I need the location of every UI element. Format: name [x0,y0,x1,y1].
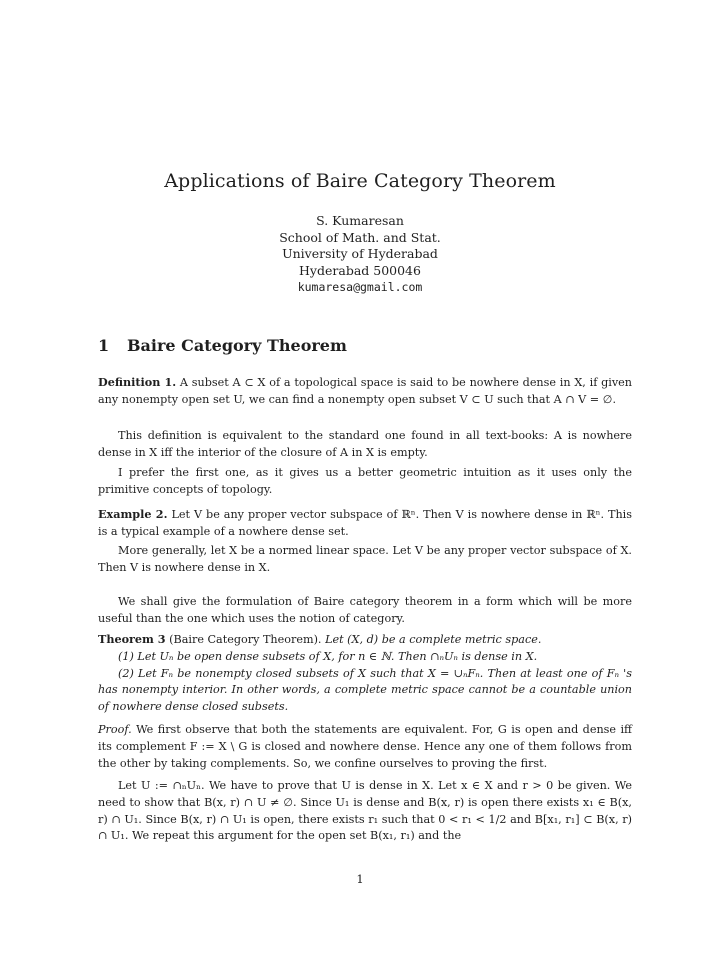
paragraph-formulation [98,594,632,628]
theorem-item-1: (1) Let Uₙ be open dense subsets of X, for n ∈ ℕ. Then ∩ₙUₙ is dense in X. [118,649,538,663]
paragraph-generalization [98,543,632,577]
author-department: School of Math. and Stat. [279,229,441,245]
definition-1 [98,374,632,409]
proof-label: Proof. [98,723,132,736]
author-name: S. Kumaresan [316,213,404,228]
proof-paragraph-1 [98,722,632,772]
section-number: 1 [98,336,110,355]
author-block [0,213,720,296]
theorem-label: Theorem 3 [98,632,166,646]
section-title: Baire Category Theorem [127,336,347,355]
example-label: Example 2. [98,507,168,521]
author-email: kumaresa@gmail.com [297,280,423,294]
theorem-statement: Let (X, d) be a complete metric space. [325,633,542,646]
author-university: University of Hyderabad [282,246,438,261]
definition-text: A subset A ⊂ X of a topological space is said to be nowhere dense in X, if given any nonempty open set U, we can find a nonempty open subset V ⊂ U such that A ∩ V = ∅. [98,376,632,406]
page-number: 1 [356,872,364,886]
paragraph-generalization-text: More generally, let X be a normed linear space. Let V be any proper vector subspace of X. Then V is nowhere dense in X. [98,544,632,574]
definition-label: Definition 1. [98,375,177,389]
section-heading [98,336,347,355]
example-2 [98,506,632,541]
paper-title: Applications of Baire Category Theorem [164,170,556,192]
paragraph-formulation-text: We shall give the formulation of Baire category theorem in a form which will be more useful than the one which uses the notion of category. [98,595,632,625]
proof-text-2: Let U := ∩ₙUₙ. We have to prove that U is dense in X. Let x ∈ X and r > 0 be given. We need to show that B(x, r) ∩ U ≠ ∅. Since U₁ is dense and B(x, r) is open there exists x₁ ∈ B(x, r) ∩ U₁. Since B(x, r) ∩ U₁ is open, there exists r₁ such that 0 < r₁ < 1/2 and B[x₁, r₁] ⊂ B(x, r) ∩ U₁. We repeat this argument for the open set B(x₁, r₁) and the [98,779,632,843]
paragraph-preference-text: I prefer the first one, as it gives us a better geometric intuition as it uses only the primitive concepts of topology. [98,466,632,496]
paragraph-preference [98,465,632,499]
proof-text-1: We first observe that both the statements are equivalent. For, G is open and dense iff its complement F := X \ G is closed and nowhere dense. Hence any one of them follows from the other by taking complements. So, we confine ourselves to proving the first. [98,723,632,770]
proof-paragraph-2 [98,778,632,845]
paragraph-equivalence [98,428,632,462]
theorem-item-2: (2) Let Fₙ be nonempty closed subsets of X such that X = ∪ₙFₙ. Then at least one of Fₙ 's has nonempty interior. In other words, a complete metric space cannot be a countable union of nowhere dense closed subsets. [98,666,632,714]
example-text: Let V be any proper vector subspace of ℝⁿ. Then V is nowhere dense in ℝⁿ. This is a typical example of a nowhere dense set. [98,508,632,538]
author-city: Hyderabad 500046 [299,262,421,278]
theorem-name: (Baire Category Theorem). [169,633,322,646]
paragraph-equivalence-text: This definition is equivalent to the standard one found in all text-books: A is nowhere dense in X iff the interior of the closure of A in X is empty. [98,429,632,459]
theorem-3 [98,631,632,716]
